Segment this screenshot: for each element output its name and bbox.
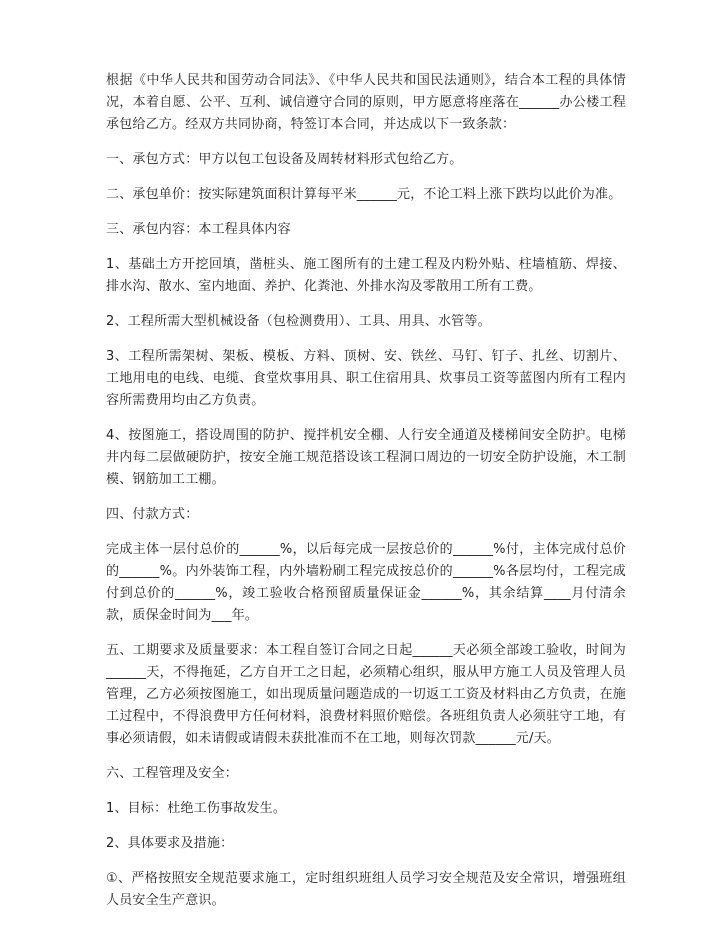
scope-item-4: 4、按图施工，搭设周围的防护、搅拌机安全棚、人行安全通道及楼梯间安全防护。电梯井内每二层做硬防护，按安全施工规范搭设该工程洞口周边的一切安全防护设施，木工制模、钢筋加工工棚。	[106, 428, 626, 487]
section-2-unit-price: 二、承包单价：按实际建筑面积计算每平米______元，不论工料上涨下跌均以此价为准。	[106, 187, 622, 202]
management-requirements-heading: 2、具体要求及措施：	[106, 836, 234, 851]
document-page	[106, 70, 626, 925]
management-goal: 1、目标：杜绝工伤事故发生。	[106, 801, 287, 816]
section-4-payment-heading: 四、付款方式：	[106, 507, 199, 522]
section-5-schedule-quality: 五、工期要求及质量要求：本工程自签订合同之日起______天必须全部竣工验收，时间为______天，不得拖延，乙方自开工之日起，必须精心组织，服从甲方施工人员及管理人员管理，乙方必须按图施工，如出现质量问题造成的一切返工工资及材料由乙方负责，在施工过程中，不得浪费甲方任何材料，浪费材料照价赔偿。各班组负责人必须驻守工地，有事必须请假，如未请假或请假未获批准而不在工地，则每次罚款______元/天。	[106, 643, 626, 746]
section-6-management-heading: 六、工程管理及安全：	[106, 766, 239, 781]
intro-paragraph: 根据《中华人民共和国劳动合同法》、《中华人民共和国民法通则》，结合本工程的具体情况，本着自愿、公平、互利、诚信遵守合同的原则，甲方愿意将座落在______办公楼工程承包给乙方。经双方共同协商，特签订本合同，并达成以下一致条款：	[106, 73, 626, 132]
scope-item-2: 2、工程所需大型机械设备（包检测费用）、工具、用具、水管等。	[106, 314, 491, 329]
management-measure-1: ①、严格按照安全规范要求施工，定时组织班组人员学习安全规范及安全常识，增强班组人员安全生产意识。	[106, 871, 626, 908]
section-3-scope-heading: 三、承包内容：本工程具体内容	[106, 222, 291, 237]
payment-terms-paragraph: 完成主体一层付总价的______%，以后每完成一层按总价的______%付，主体完成付总价的______%。内外装饰工程，内外墙粉刷工程完成按总价的______%各层均付，工程完成付到总价的______%，竣工验收合格预留质量保证金______%，其余结算____月付清余款，质保金时间为___年。	[106, 542, 626, 623]
scope-item-3: 3、工程所需架树、架板、模板、方料、顶树、安、铁丝、马钉、钉子、扎丝、切割片、工地用电的电线、电缆、食堂炊事用具、职工住宿用具、炊事员工资等蓝图内所有工程内容所需费用均由乙方负责。	[106, 349, 626, 408]
section-1-contract-method: 一、承包方式：甲方以包工包设备及周转材料形式包给乙方。	[106, 152, 463, 167]
scope-item-1: 1、基础土方开挖回填，凿桩头、施工图所有的土建工程及内粉外贴、柱墙植筋、焊接、排水沟、散水、室内地面、养护、化粪池、外排水沟及零散用工所有工费。	[106, 257, 626, 294]
